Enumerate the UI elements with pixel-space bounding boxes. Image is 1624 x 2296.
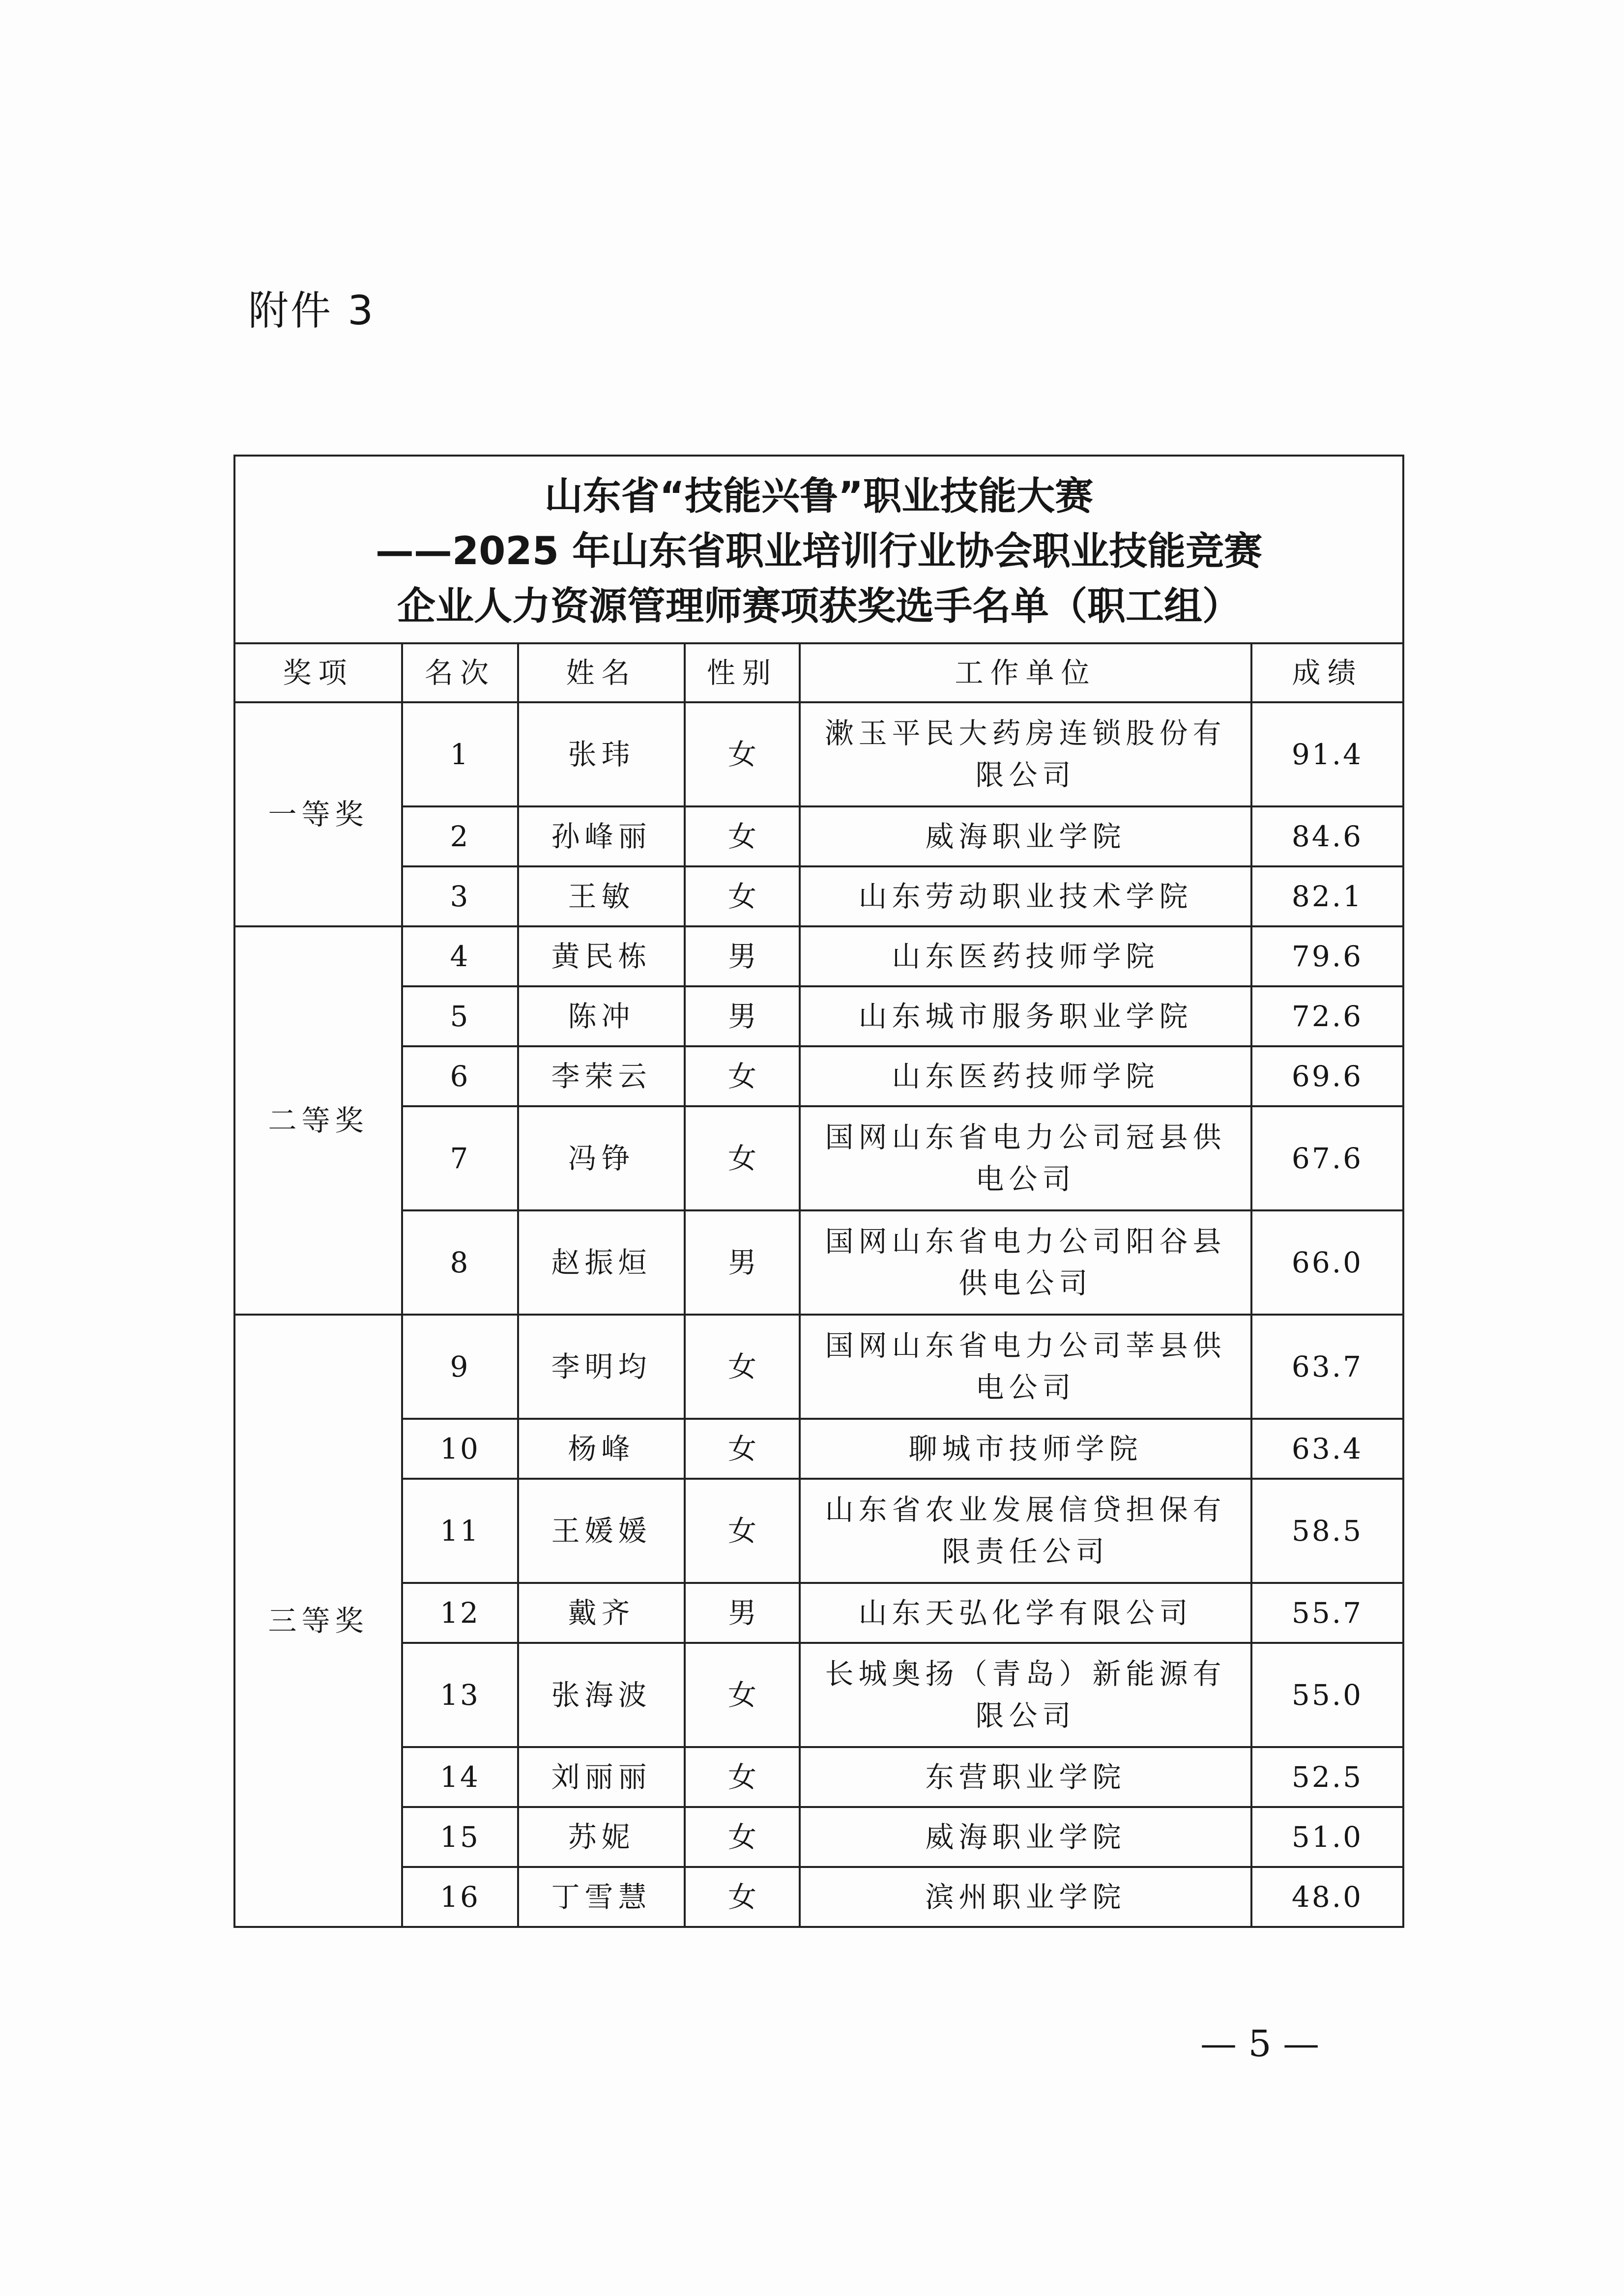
name-cell: 张海波 [518, 1643, 685, 1747]
score-cell: 55.7 [1251, 1583, 1403, 1643]
name-cell: 冯铮 [518, 1106, 685, 1210]
table-row [234, 1747, 1403, 1807]
gender-cell: 女 [685, 866, 800, 926]
unit-cell: 东营职业学院 [800, 1747, 1251, 1807]
rank-cell: 16 [402, 1867, 518, 1927]
name-cell: 张玮 [518, 702, 685, 806]
unit-cell: 国网山东省电力公司阳谷县供电公司 [800, 1210, 1251, 1315]
score-cell: 67.6 [1251, 1106, 1403, 1210]
unit-cell: 山东医药技师学院 [800, 1046, 1251, 1106]
unit-cell: 威海职业学院 [800, 1807, 1251, 1867]
rank-cell: 11 [402, 1479, 518, 1583]
gender-cell: 女 [685, 1807, 800, 1867]
header-unit: 工作单位 [800, 643, 1251, 702]
rank-cell: 12 [402, 1583, 518, 1643]
table-row [234, 1210, 1403, 1315]
gender-cell: 男 [685, 1583, 800, 1643]
header-gender: 性别 [685, 643, 800, 702]
name-cell: 杨峰 [518, 1419, 685, 1479]
attachment-label: 附件 3 [248, 287, 376, 334]
score-cell: 48.0 [1251, 1867, 1403, 1927]
name-cell: 陈冲 [518, 986, 685, 1046]
awards-table [233, 455, 1404, 1928]
table-row [234, 1867, 1403, 1927]
gender-cell: 男 [685, 1210, 800, 1315]
unit-cell: 国网山东省电力公司莘县供电公司 [800, 1315, 1251, 1419]
name-cell: 王媛媛 [518, 1479, 685, 1583]
unit-cell: 山东劳动职业技术学院 [800, 866, 1251, 926]
prize-third: 三等奖 [234, 1315, 402, 1927]
rank-cell: 3 [402, 866, 518, 926]
gender-cell: 女 [685, 1747, 800, 1807]
gender-cell: 男 [685, 986, 800, 1046]
score-cell: 84.6 [1251, 806, 1403, 866]
gender-cell: 女 [685, 1315, 800, 1419]
gender-cell: 女 [685, 806, 800, 866]
rank-cell: 13 [402, 1643, 518, 1747]
score-cell: 69.6 [1251, 1046, 1403, 1106]
title-line-2: ——2025 年山东省职业培训行业协会职业技能竞赛 [375, 529, 1263, 574]
table-row [234, 986, 1403, 1046]
name-cell: 王敏 [518, 866, 685, 926]
gender-cell: 女 [685, 1867, 800, 1927]
rank-cell: 14 [402, 1747, 518, 1807]
header-row [234, 643, 1403, 702]
score-cell: 82.1 [1251, 866, 1403, 926]
name-cell: 黄民栋 [518, 926, 685, 986]
unit-cell: 漱玉平民大药房连锁股份有限公司 [800, 702, 1251, 806]
table-row [234, 866, 1403, 926]
score-cell: 52.5 [1251, 1747, 1403, 1807]
name-cell: 孙峰丽 [518, 806, 685, 866]
rank-cell: 8 [402, 1210, 518, 1315]
unit-cell: 山东医药技师学院 [800, 926, 1251, 986]
rank-cell: 9 [402, 1315, 518, 1419]
title-line-3: 企业人力资源管理师赛项获奖选手名单（职工组） [397, 584, 1241, 629]
table-row [234, 1419, 1403, 1479]
name-cell: 苏妮 [518, 1807, 685, 1867]
score-cell: 79.6 [1251, 926, 1403, 986]
table-row [234, 1046, 1403, 1106]
name-cell: 李荣云 [518, 1046, 685, 1106]
name-cell: 刘丽丽 [518, 1747, 685, 1807]
table-row [234, 1807, 1403, 1867]
unit-cell: 长城奥扬（青岛）新能源有限公司 [800, 1643, 1251, 1747]
gender-cell: 女 [685, 1643, 800, 1747]
table-title [234, 456, 1403, 643]
table-row [234, 926, 1403, 986]
score-cell: 55.0 [1251, 1643, 1403, 1747]
table-row [234, 1106, 1403, 1210]
prize-first: 一等奖 [234, 702, 402, 926]
header-rank: 名次 [402, 643, 518, 702]
rank-cell: 15 [402, 1807, 518, 1867]
gender-cell: 男 [685, 926, 800, 986]
score-cell: 91.4 [1251, 702, 1403, 806]
page-number: — 5 — [1200, 2023, 1320, 2065]
gender-cell: 女 [685, 1046, 800, 1106]
name-cell: 丁雪慧 [518, 1867, 685, 1927]
rank-cell: 5 [402, 986, 518, 1046]
name-cell: 赵振烜 [518, 1210, 685, 1315]
rank-cell: 6 [402, 1046, 518, 1106]
rank-cell: 1 [402, 702, 518, 806]
unit-cell: 山东天弘化学有限公司 [800, 1583, 1251, 1643]
rank-cell: 10 [402, 1419, 518, 1479]
unit-cell: 威海职业学院 [800, 806, 1251, 866]
table-row [234, 1315, 1403, 1419]
title-line-1: 山东省“技能兴鲁”职业技能大赛 [544, 474, 1094, 518]
score-cell: 72.6 [1251, 986, 1403, 1046]
rank-cell: 2 [402, 806, 518, 866]
score-cell: 58.5 [1251, 1479, 1403, 1583]
table-row [234, 806, 1403, 866]
score-cell: 66.0 [1251, 1210, 1403, 1315]
header-name: 姓名 [518, 643, 685, 702]
header-prize: 奖项 [234, 643, 402, 702]
table-row [234, 1583, 1403, 1643]
score-cell: 63.4 [1251, 1419, 1403, 1479]
unit-cell: 山东城市服务职业学院 [800, 986, 1251, 1046]
rank-cell: 4 [402, 926, 518, 986]
unit-cell: 聊城市技师学院 [800, 1419, 1251, 1479]
score-cell: 63.7 [1251, 1315, 1403, 1419]
gender-cell: 女 [685, 702, 800, 806]
table-row [234, 702, 1403, 806]
header-score: 成绩 [1251, 643, 1403, 702]
table-row [234, 1479, 1403, 1583]
gender-cell: 女 [685, 1479, 800, 1583]
prize-second: 二等奖 [234, 926, 402, 1315]
gender-cell: 女 [685, 1106, 800, 1210]
rank-cell: 7 [402, 1106, 518, 1210]
table-row [234, 1643, 1403, 1747]
score-cell: 51.0 [1251, 1807, 1403, 1867]
gender-cell: 女 [685, 1419, 800, 1479]
name-cell: 李明均 [518, 1315, 685, 1419]
unit-cell: 国网山东省电力公司冠县供电公司 [800, 1106, 1251, 1210]
unit-cell: 滨州职业学院 [800, 1867, 1251, 1927]
name-cell: 戴齐 [518, 1583, 685, 1643]
unit-cell: 山东省农业发展信贷担保有限责任公司 [800, 1479, 1251, 1583]
